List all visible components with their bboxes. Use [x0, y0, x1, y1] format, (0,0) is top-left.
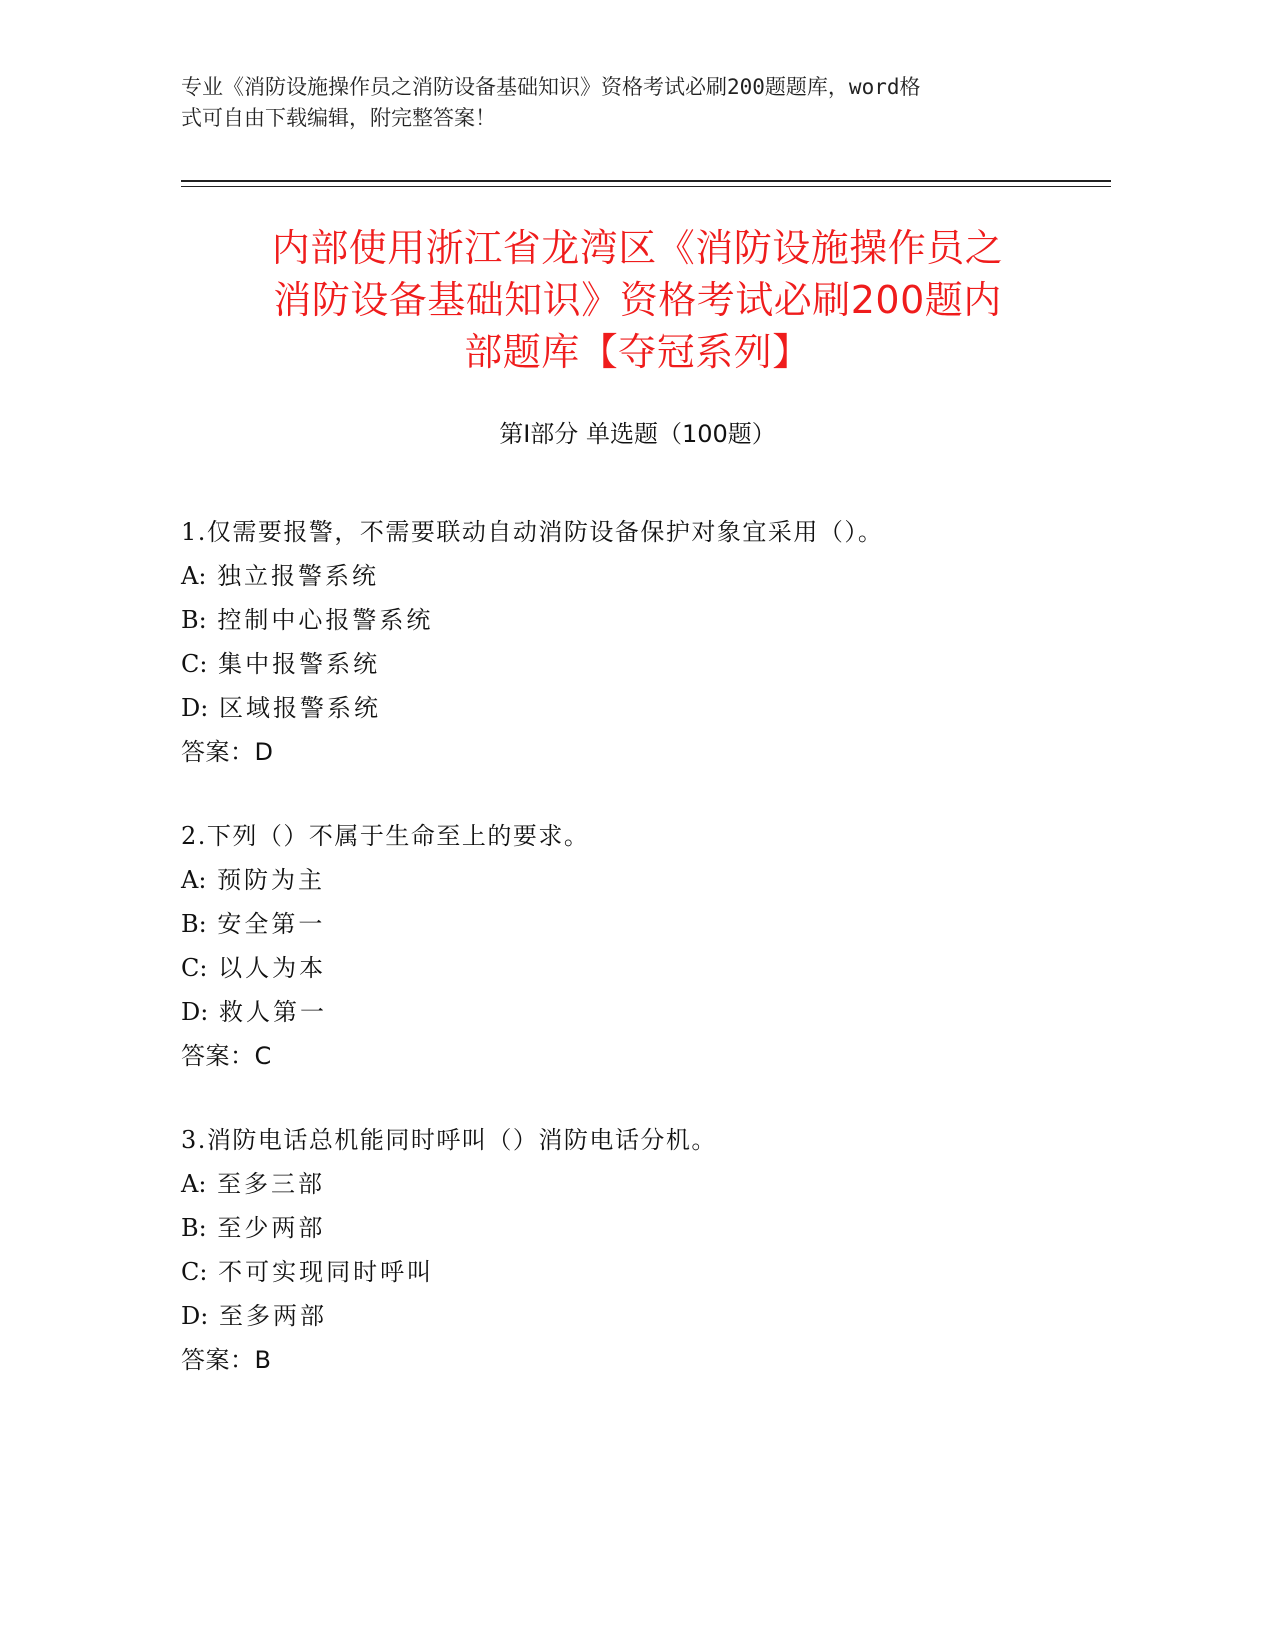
option-text: 独立报警系统 [217, 562, 380, 590]
answer-line: 答案：D [181, 738, 274, 766]
option-text: 以人为本 [218, 954, 327, 982]
option-letter: B: [181, 910, 207, 938]
header-rule-thin [181, 186, 1111, 187]
option-letter: A: [181, 562, 207, 590]
answer-line: 答案：C [181, 1042, 272, 1070]
option-text: 至多两部 [218, 1302, 327, 1330]
question-1 [181, 510, 1081, 774]
option-text: 至多三部 [217, 1170, 326, 1198]
question-list [181, 510, 1081, 1422]
option-b [181, 598, 1081, 642]
option-text: 安全第一 [217, 910, 326, 938]
option-text: 救人第一 [218, 998, 327, 1026]
question-text: 2.下列（）不属于生命至上的要求。 [181, 822, 590, 850]
option-letter: B: [181, 1214, 207, 1242]
document-title [160, 222, 1115, 378]
question-3 [181, 1118, 1081, 1382]
option-c [181, 946, 1081, 990]
option-letter: D: [181, 998, 209, 1026]
document-title-line-2: 消防设备基础知识》资格考试必刷200题内 [273, 278, 1002, 322]
document-title-line-1: 内部使用浙江省龙湾区《消防设施操作员之 [271, 226, 1004, 270]
option-letter: A: [181, 1170, 207, 1198]
option-c [181, 642, 1081, 686]
question-2 [181, 814, 1081, 1078]
header-note-line-2: 式可自由下载编辑，附完整答案！ [181, 106, 496, 130]
option-text: 区域报警系统 [218, 694, 381, 722]
option-b [181, 1206, 1081, 1250]
option-letter: D: [181, 1302, 209, 1330]
option-letter: C: [181, 1258, 208, 1286]
option-letter: D: [181, 694, 209, 722]
option-a [181, 554, 1081, 598]
option-b [181, 902, 1081, 946]
option-a [181, 858, 1081, 902]
option-text: 预防为主 [217, 866, 326, 894]
option-text: 至少两部 [217, 1214, 326, 1242]
option-c [181, 1250, 1081, 1294]
question-text: 1.仅需要报警，不需要联动自动消防设备保护对象宜采用（）。 [181, 518, 884, 546]
option-letter: B: [181, 606, 207, 634]
header-note-line-1: 专业《消防设施操作员之消防设备基础知识》资格考试必刷200题题库，word格 [181, 75, 921, 99]
option-d [181, 686, 1081, 730]
option-text: 集中报警系统 [218, 650, 381, 678]
question-text: 3.消防电话总机能同时呼叫（）消防电话分机。 [181, 1126, 717, 1154]
document-title-line-3: 部题库【夺冠系列】 [464, 330, 811, 374]
option-text: 不可实现同时呼叫 [218, 1258, 435, 1286]
option-letter: A: [181, 866, 207, 894]
option-letter: C: [181, 650, 208, 678]
answer-line: 答案：B [181, 1346, 272, 1374]
option-a [181, 1162, 1081, 1206]
header-note [181, 72, 1031, 134]
option-d [181, 990, 1081, 1034]
section-heading: 第Ⅰ部分 单选题（100题） [499, 420, 776, 448]
option-d [181, 1294, 1081, 1338]
option-letter: C: [181, 954, 208, 982]
header-rule-thick [181, 180, 1111, 182]
option-text: 控制中心报警系统 [217, 606, 434, 634]
